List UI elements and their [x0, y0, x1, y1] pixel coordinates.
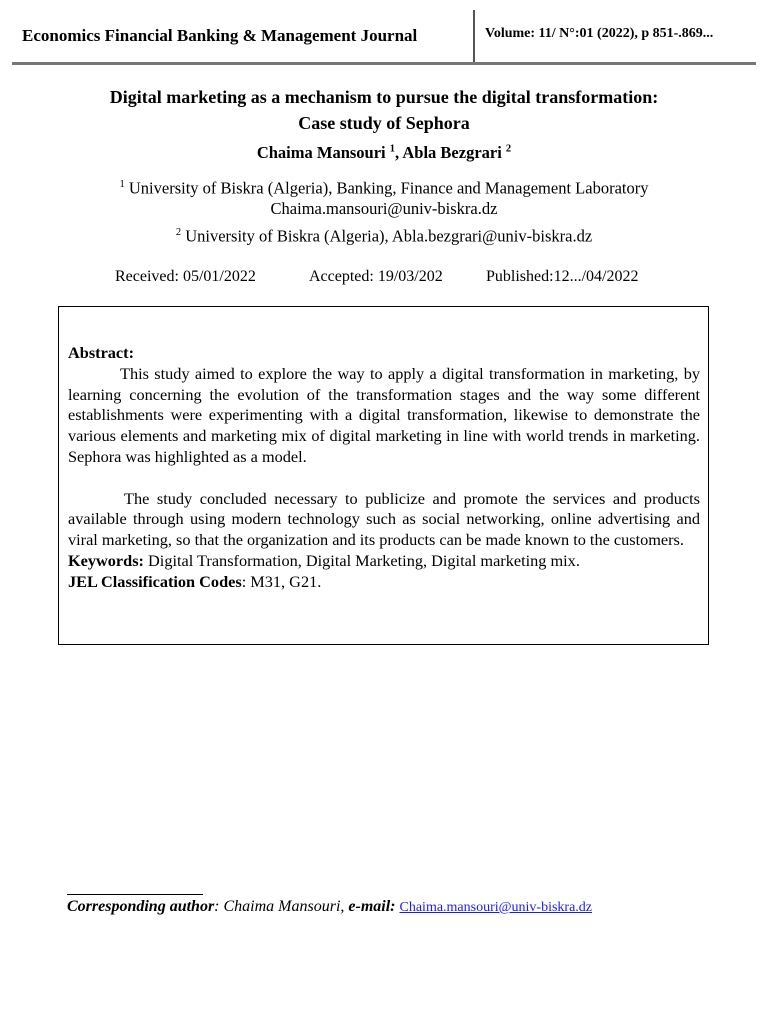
- header-rule: [12, 62, 756, 65]
- abstract-box: [58, 306, 709, 645]
- jel-line: [68, 572, 700, 593]
- journal-name: Economics Financial Banking & Management Journal: [22, 26, 418, 45]
- abstract-paragraph-2: The study concluded necessary to publicize and promote the services and products available through using modern technology such as social networking, online advertising and viral marketing, so that the organization and its products can be made known to the customers.: [68, 488, 700, 550]
- title-line-1: Digital marketing as a mechanism to pursue the digital transformation:: [109, 87, 659, 107]
- paper-title: [40, 84, 728, 136]
- affiliation-1-text: University of Biskra (Algeria), Banking, Finance and Management Laboratory: [128, 178, 649, 198]
- affiliation-1-mark: 1: [119, 179, 125, 190]
- accepted-date: Accepted: 19/03/202: [309, 268, 443, 285]
- author-separator: ,: [395, 143, 403, 162]
- footnote-email-label: e-mail:: [348, 898, 396, 915]
- volume-info: Volume: 11/ N°:01 (2022), p 851-.869...: [485, 26, 714, 41]
- journal-header: [12, 10, 756, 60]
- received-date: Received: 05/01/2022: [115, 268, 256, 285]
- affiliation-1-email: Chaima.mansouri@univ-biskra.dz: [270, 199, 498, 218]
- abstract-paragraph-1: This study aimed to explore the way to apply a digital transformation in marketing, by learning concerning the evolution of the transformation stages and the way some different establishments were experimenting with a digital transformation, likewise to demonstrate the various elements and marketing mix of digital marketing in line with world trends in marketing. Sephora was highlighted as a model.: [68, 363, 700, 466]
- author-2: Abla Bezgrari: [402, 143, 502, 162]
- affiliation-1: [40, 174, 728, 200]
- abstract-heading: Abstract:: [68, 343, 135, 362]
- footnote-text: : Chaima Mansouri,: [214, 898, 349, 915]
- author-1: Chaima Mansouri: [256, 143, 386, 162]
- footnote-label: Corresponding author: [67, 898, 215, 915]
- jel-label: JEL Classification Codes: [68, 571, 242, 591]
- affiliation-2: [40, 222, 728, 248]
- abstract-content: [68, 343, 700, 593]
- author-1-affil-mark: 1: [389, 143, 396, 155]
- author-list: [40, 143, 728, 163]
- published-date: Published:12.../04/2022: [486, 268, 639, 285]
- affiliation-2-mark: 2: [175, 227, 182, 238]
- keywords-line: [68, 551, 700, 572]
- keywords-value: Digital Transformation, Digital Marketing, Digital marketing mix.: [143, 550, 580, 570]
- corresponding-author-footnote: [67, 898, 592, 916]
- title-line-2: Case study of Sephora: [298, 113, 470, 133]
- keywords-label: Keywords:: [68, 550, 144, 570]
- header-divider: [473, 10, 475, 62]
- footnote-rule: [67, 894, 203, 895]
- corresponding-email-link[interactable]: Chaima.mansouri@univ-biskra.dz: [399, 900, 593, 915]
- author-2-affil-mark: 2: [505, 143, 512, 155]
- jel-value: : M31, G21.: [241, 571, 322, 591]
- affiliation-2-text: University of Biskra (Algeria), Abla.bezgrari@univ-biskra.dz: [185, 226, 593, 246]
